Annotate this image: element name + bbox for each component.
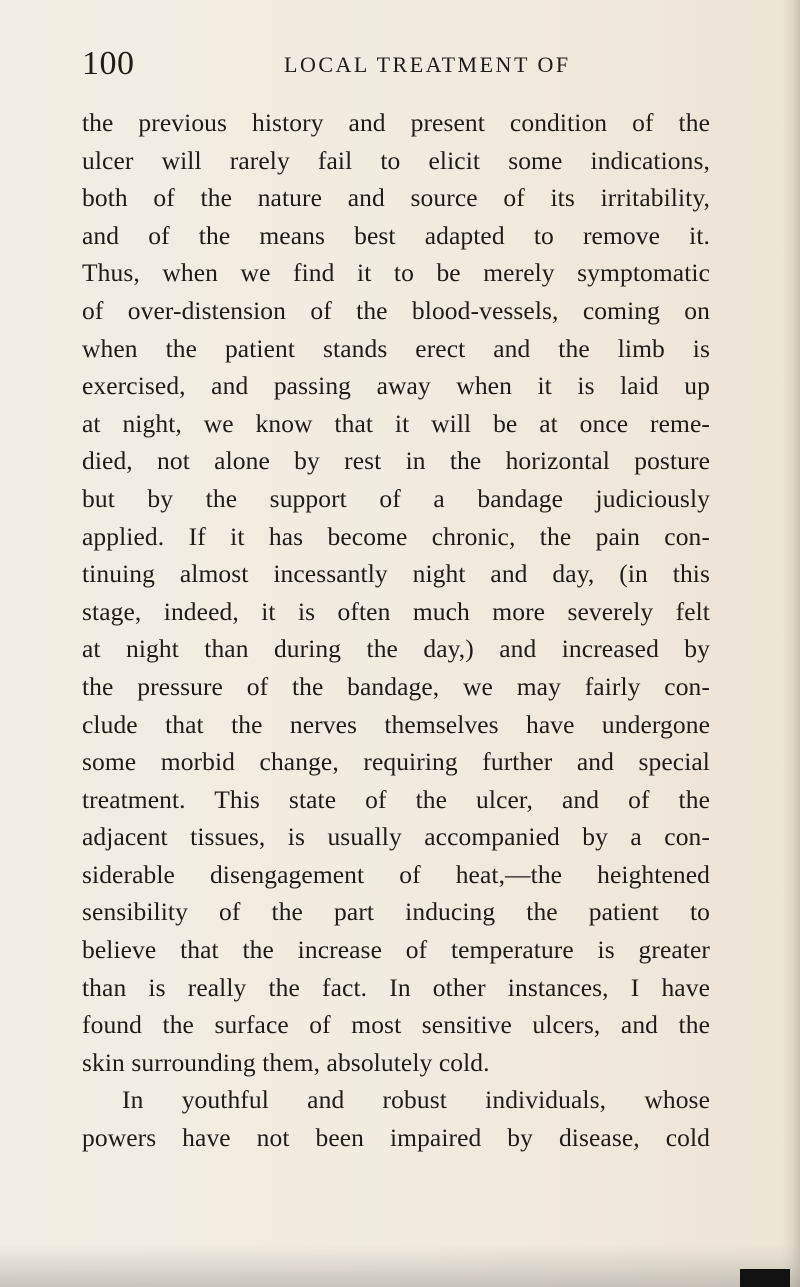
text-line: applied. If it has become chronic, the pain con- [82,521,710,551]
text-line: at night than during the day,) and increased by [82,634,710,664]
text-line: skin surrounding them, absolutely cold. [82,1047,490,1077]
text-line: powers have not been impaired by disease, cold [82,1123,710,1153]
text-line: both of the nature and source of its irritability, [82,183,710,213]
text-line: of over-distension of the blood-vessels, coming on [82,295,710,325]
text-line: adjacent tissues, is usually accompanied by a con- [82,822,710,852]
body-text [82,104,710,1157]
text-line: clude that the nerves themselves have undergone [82,709,710,739]
page-edge-shadow [782,0,800,1287]
text-line: exercised, and passing away when it is laid up [82,371,710,401]
text-line: at night, we know that it will be at once reme- [82,408,710,438]
text-line: In youthful and robust individuals, whose [122,1085,710,1115]
text-line: died, not alone by rest in the horizontal posture [82,446,710,476]
scan-corner-mark [740,1269,790,1287]
page-bottom-edge [0,1245,800,1287]
text-line: believe that the increase of temperature is greater [82,935,710,965]
text-line: and of the means best adapted to remove it. [82,220,710,250]
text-line: stage, indeed, it is often much more severely felt [82,596,710,626]
running-head [82,42,722,86]
text-line: Thus, when we find it to be merely symptomatic [82,258,710,288]
text-line: found the surface of most sensitive ulcers, and the [82,1010,710,1040]
text-line: but by the support of a bandage judiciously [82,483,710,513]
text-line: some morbid change, requiring further and special [82,747,710,777]
text-line: ulcer will rarely fail to elicit some indications, [82,145,710,175]
text-line: the pressure of the bandage, we may fairly con- [82,671,710,701]
page-number: 100 [82,45,135,82]
text-line: when the patient stands erect and the limb is [82,333,710,363]
text-line: treatment. This state of the ulcer, and of the [82,784,710,814]
text-line: sensibility of the part inducing the patient to [82,897,710,927]
text-line: siderable disengagement of heat,—the heightened [82,859,710,889]
text-line: the previous history and present condition of the [82,108,710,137]
text-line: tinuing almost incessantly night and day, (in this [82,559,710,589]
running-title: LOCAL TREATMENT OF [284,52,571,77]
text-line: than is really the fact. In other instances, I have [82,972,710,1002]
